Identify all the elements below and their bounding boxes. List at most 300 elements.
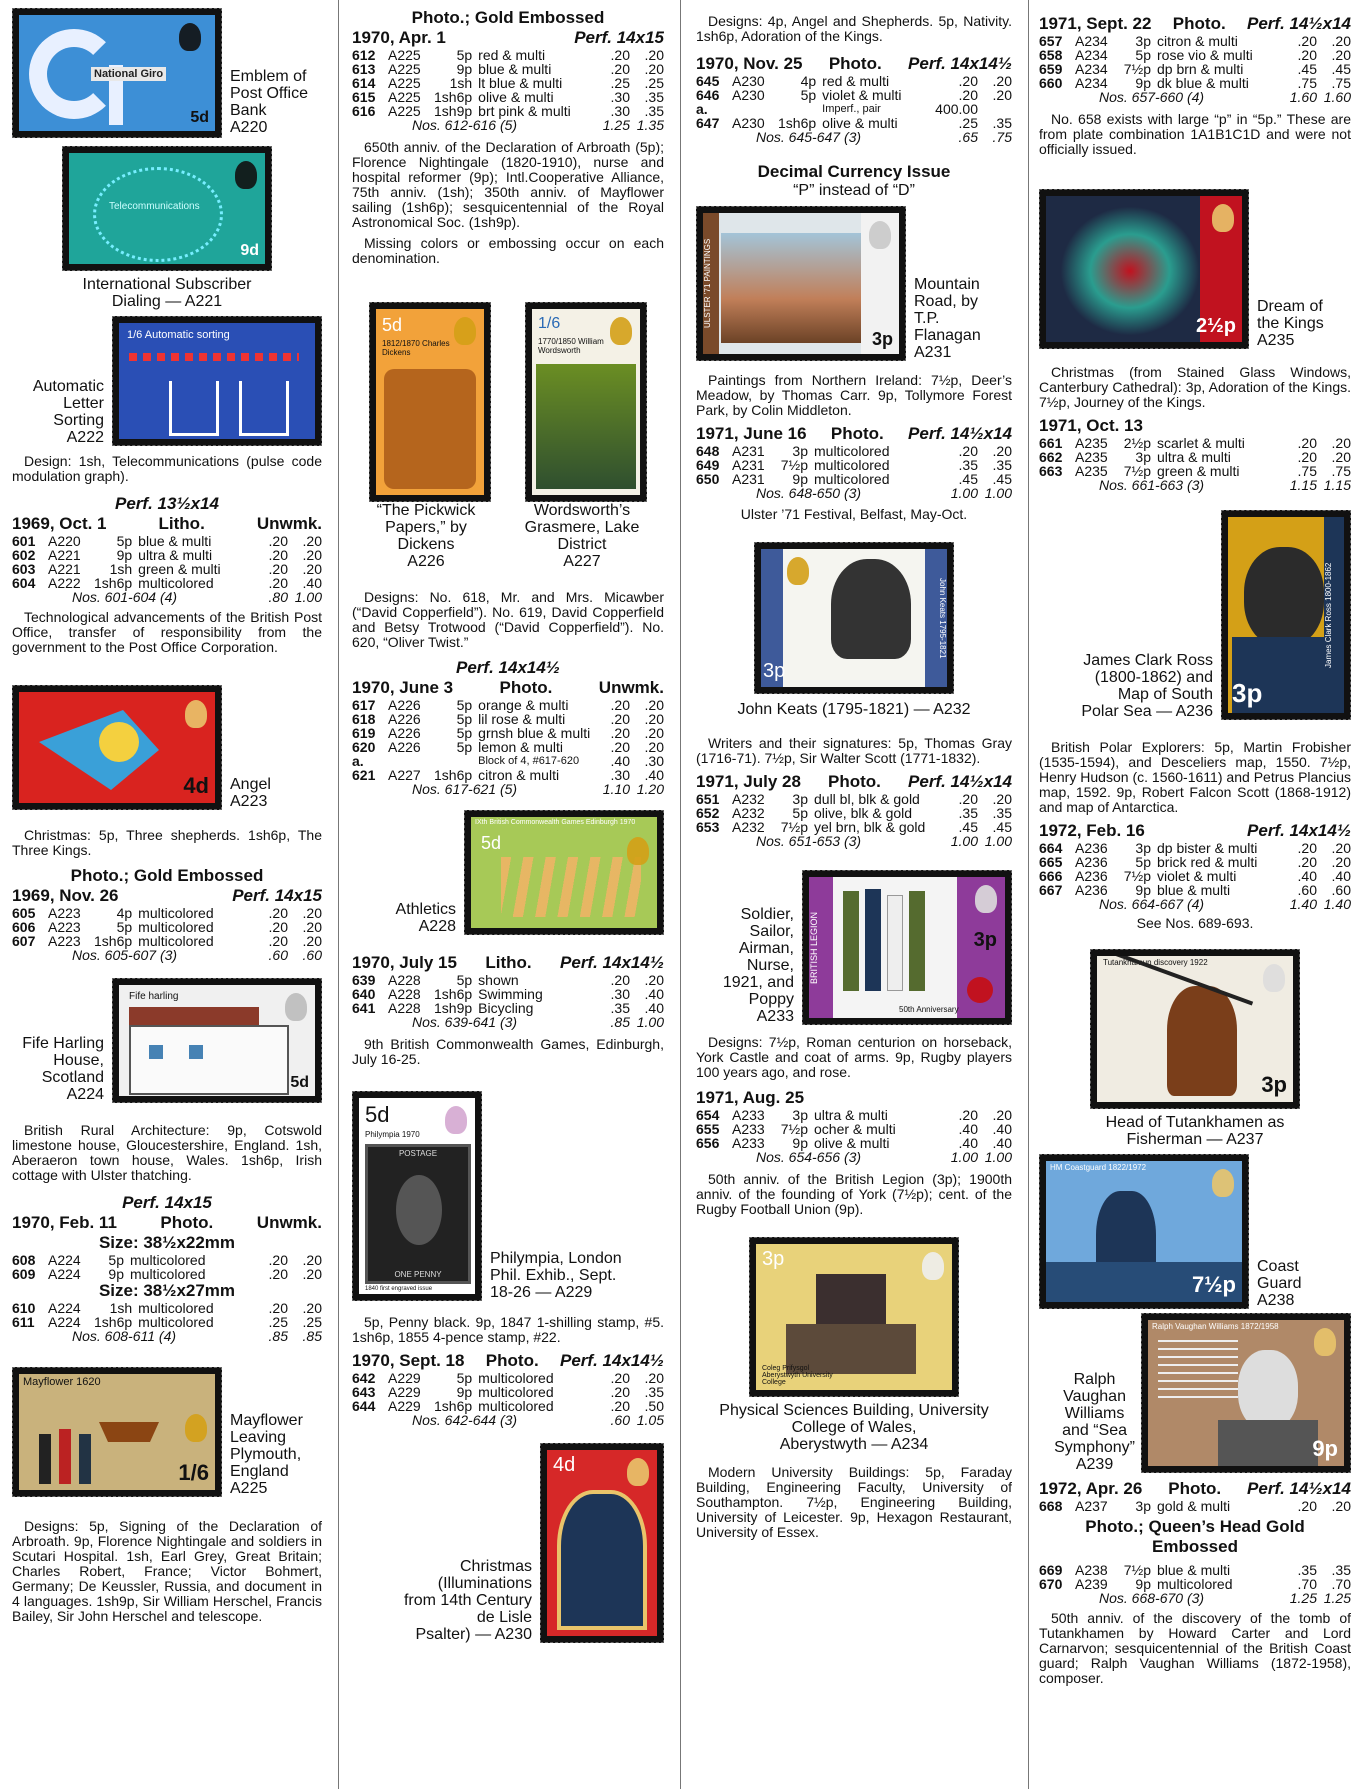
- color: multicolored: [130, 1266, 206, 1282]
- price-used: .25: [302, 1314, 322, 1330]
- denomination: 5p: [116, 919, 133, 935]
- stamp-a220-caption: [230, 68, 308, 136]
- color: olive & multi: [814, 1135, 890, 1151]
- queen-head-icon: [869, 221, 891, 249]
- stamp-text: 1770/1850 William Wordsworth: [538, 337, 604, 355]
- type: A225: [388, 89, 421, 105]
- color: citron & multi: [478, 767, 560, 783]
- stamp-value: 3p: [871, 329, 893, 349]
- table-row-total: [696, 834, 1012, 848]
- price-unused: .20: [1297, 435, 1317, 451]
- price-unused: .75: [1297, 463, 1317, 479]
- table-row: [1039, 869, 1351, 883]
- color: lt blue & multi: [478, 75, 563, 91]
- type: A232: [732, 791, 765, 807]
- stamp-a222-image: [112, 316, 322, 446]
- table-row: [696, 88, 1012, 102]
- price-used: .40: [644, 986, 664, 1002]
- table-row: [696, 1136, 1012, 1150]
- caption-line: Mountain: [914, 276, 980, 293]
- stamp-a225-image: [12, 1367, 222, 1497]
- catalog-number: 651: [696, 791, 720, 807]
- price-unused: .35: [610, 1000, 630, 1016]
- design-note: British Rural Architecture: 9p, Cotswold limestone house, Gloucestershire, England. 1sh, Aberaeron town house, Wales. 1sh6p, Irish cottage with Ulster thatching.: [12, 1122, 322, 1183]
- color: citron & multi: [1157, 33, 1238, 49]
- table-row-total: [1039, 1591, 1351, 1605]
- stamp-value: 3p: [763, 660, 786, 682]
- design-note: Designs: No. 618, Mr. and Mrs. Micawber (“David Copperfield”). No. 619, David Copperfield and Betsy Trotwood (“David Copperfield”). No. 620, “Oliver Twist.”: [352, 589, 664, 650]
- price-unused: .20: [1297, 1498, 1317, 1514]
- stamp-a231-image: [696, 206, 906, 361]
- denomination: 3p: [792, 791, 808, 807]
- table-row: [1039, 464, 1351, 478]
- caption-line: Symphony”: [1054, 1439, 1135, 1456]
- color: multicolored: [138, 1314, 214, 1330]
- total-unused: 1.40: [1289, 896, 1317, 912]
- price-unused: .20: [610, 47, 630, 63]
- price-used: .20: [644, 711, 664, 727]
- stamp-value: 5d: [190, 109, 209, 126]
- issue-date: 1969, Oct. 1: [12, 514, 107, 533]
- catalog-number: 618: [352, 711, 376, 727]
- column-separator: [338, 0, 339, 1789]
- table-row: [352, 712, 664, 726]
- denomination: 7½p: [1123, 61, 1151, 77]
- issue-note: No. 658 exists with large “p” in “5p.” These are from plate combination 1A1B1C1D and were not officially issued.: [1039, 111, 1351, 157]
- denomination: 2½p: [1123, 435, 1151, 451]
- caption-line: Polar Sea — A236: [1081, 703, 1213, 720]
- color: violet & multi: [822, 87, 902, 103]
- caption-line: from 14th Century: [403, 1592, 532, 1609]
- stamp-text: BRITISH LEGION: [809, 877, 833, 1018]
- stamp-a224-caption: [12, 1035, 104, 1103]
- caption-line: Nurse,: [746, 957, 794, 974]
- print-method: Photo.: [499, 678, 553, 697]
- price-used: .25: [644, 75, 664, 91]
- table-row: [352, 1001, 664, 1015]
- table-row: [1039, 841, 1351, 855]
- caption-line: Bank: [230, 102, 267, 119]
- type: A238: [1075, 1562, 1108, 1578]
- total-used: 1.00: [984, 1149, 1012, 1165]
- total-unused: 1.00: [950, 1149, 978, 1165]
- caption-line: England: [230, 1463, 289, 1480]
- catalog-number: a.: [352, 753, 364, 769]
- column-2: [352, 8, 664, 1783]
- stamp-list: [12, 1301, 322, 1343]
- price-used: .20: [644, 697, 664, 713]
- stamp-a239-caption: [1054, 1371, 1135, 1473]
- color: Swimming: [478, 986, 543, 1002]
- stamp-a228-image: [464, 810, 664, 935]
- total-used: .75: [992, 129, 1012, 145]
- caption-line: Phil. Exhib., Sept.: [490, 1267, 617, 1284]
- table-row: [12, 1315, 322, 1329]
- table-row-total: [12, 1329, 322, 1343]
- color: multicolored: [138, 933, 214, 949]
- price-unused: .20: [610, 61, 630, 77]
- table-row: [1039, 1563, 1351, 1577]
- catalog-number: 659: [1039, 61, 1063, 77]
- table-row-total: [1039, 90, 1351, 104]
- type: A228: [388, 986, 421, 1002]
- color: grnsh blue & multi: [478, 725, 591, 741]
- type: A227: [388, 767, 421, 783]
- stamp-list: [352, 698, 664, 796]
- stamp-text: Ralph Vaughan Williams 1872/1958: [1152, 1322, 1279, 1331]
- price-used: .20: [1331, 47, 1351, 63]
- table-row: [696, 444, 1012, 458]
- denomination: 3p: [792, 443, 808, 459]
- stamp-a227-caption: [525, 502, 640, 570]
- table-row: [1039, 76, 1351, 90]
- stamp-text: James Clark Ross 1800-1862: [1324, 517, 1344, 713]
- stamp-value: 5d: [365, 1102, 390, 1127]
- color: lil rose & multi: [478, 711, 566, 727]
- print-method: Photo.: [1172, 14, 1226, 33]
- denomination: 4p: [800, 73, 817, 89]
- type: A235: [1075, 435, 1108, 451]
- caption-line: Philympia, London: [490, 1250, 622, 1267]
- catalog-number: 639: [352, 972, 376, 988]
- price-used: .40: [992, 1135, 1012, 1151]
- color: dp bister & multi: [1157, 840, 1258, 856]
- stamp-text: Coleg Prifysgol Aberystwyth University College: [762, 1365, 833, 1386]
- denomination: 9p: [108, 1266, 124, 1282]
- column-separator: [680, 0, 681, 1789]
- caption-line: Dickens: [397, 536, 455, 553]
- stamp-text: 1812/1870 Charles Dickens: [382, 339, 450, 357]
- perforation: Perf. 14½x14: [908, 424, 1012, 443]
- issue-date: 1971, Oct. 13: [1039, 416, 1143, 435]
- price-unused: .25: [268, 1314, 288, 1330]
- queen-head-icon: [185, 700, 207, 728]
- price-unused: .20: [268, 919, 288, 935]
- caption-line: A223: [230, 793, 268, 810]
- price-used: .20: [1331, 854, 1351, 870]
- caption-line: Airman,: [738, 940, 794, 957]
- color: Block of 4, #617-620: [478, 755, 580, 767]
- denomination: 1sh: [109, 1300, 133, 1316]
- type: A233: [732, 1107, 765, 1123]
- table-row: [1039, 1577, 1351, 1591]
- queen-head-icon: [627, 1458, 649, 1486]
- caption-line: Aberystwyth — A234: [779, 1436, 929, 1453]
- caption-line: Dialing — A221: [111, 293, 223, 310]
- type: A224: [48, 1252, 81, 1268]
- type: A224: [48, 1266, 81, 1282]
- catalog-number: 621: [352, 767, 376, 783]
- total-used: .60: [302, 947, 322, 963]
- price-used: .35: [644, 1384, 664, 1400]
- stamp-value: 4d: [553, 1454, 576, 1476]
- color: blue & multi: [1157, 882, 1231, 898]
- price-used: .70: [1331, 1576, 1351, 1592]
- caption-line: Mayflower: [230, 1412, 303, 1429]
- issue-date: 1969, Nov. 26: [12, 886, 119, 905]
- denomination: 9p: [792, 1135, 808, 1151]
- denomination: 5p: [456, 711, 473, 727]
- stamp-list: [696, 1108, 1012, 1164]
- type: A230: [732, 87, 765, 103]
- stamp-a234-caption: [696, 1402, 1012, 1453]
- caption-line: Leaving: [230, 1429, 287, 1446]
- table-row-total: [352, 1413, 664, 1427]
- price-unused: .20: [958, 791, 978, 807]
- catalog-number: 612: [352, 47, 376, 63]
- catalog-number: 662: [1039, 449, 1063, 465]
- denomination: 1sh9p: [434, 103, 473, 119]
- stamp-a236-image: [1221, 510, 1351, 720]
- price-unused: .40: [1297, 868, 1317, 884]
- catalog-number: 661: [1039, 435, 1063, 451]
- table-row: [352, 768, 664, 782]
- caption-line: Fife Harling: [22, 1035, 104, 1052]
- print-method: Photo.: [485, 1351, 539, 1370]
- total-unused: 1.25: [1289, 1590, 1317, 1606]
- denomination: 7½p: [1123, 463, 1151, 479]
- caption-line: Psalter) — A230: [415, 1626, 532, 1643]
- color: Imperf., pair: [822, 103, 881, 115]
- issue-date: 1971, July 28: [696, 772, 801, 791]
- type: A234: [1075, 61, 1108, 77]
- total-unused: 1.60: [1289, 89, 1317, 105]
- type: A234: [1075, 47, 1108, 63]
- caption-line: International Subscriber: [82, 276, 252, 293]
- color: multicolored: [814, 471, 890, 487]
- price-unused: .20: [268, 905, 288, 921]
- section-title: Photo.; Gold Embossed: [70, 866, 264, 885]
- color: multicolored: [138, 905, 214, 921]
- price-unused: .35: [1297, 1562, 1317, 1578]
- type: A232: [732, 805, 765, 821]
- table-row: [12, 1301, 322, 1315]
- caption-line: House,: [53, 1052, 104, 1069]
- caption-line: Vaughan: [1063, 1388, 1126, 1405]
- stamp-a232-caption: John Keats (1795-1821) — A232: [737, 701, 971, 718]
- perforation: Perf. 14x14½: [560, 953, 664, 972]
- type: A236: [1075, 868, 1108, 884]
- caption-line: A225: [230, 1480, 268, 1497]
- denomination: 1sh6p: [778, 115, 817, 131]
- table-row: [696, 806, 1012, 820]
- type: A228: [388, 972, 421, 988]
- catalog-number: 607: [12, 933, 36, 949]
- price-used: .45: [992, 819, 1012, 835]
- denomination: 3p: [1135, 449, 1151, 465]
- table-row: [352, 1371, 664, 1385]
- catalog-number: 649: [696, 457, 720, 473]
- catalog-number: 619: [352, 725, 376, 741]
- color: rose vio & multi: [1157, 47, 1253, 63]
- table-row: [12, 906, 322, 920]
- watermark: Unwmk.: [256, 514, 322, 533]
- catalog-number: 648: [696, 443, 720, 459]
- stamp-value: 5d: [382, 315, 403, 335]
- price-used: .20: [644, 739, 664, 755]
- issue-date: 1970, July 15: [352, 953, 457, 972]
- queen-head-icon: [1212, 204, 1234, 232]
- type: A229: [388, 1398, 421, 1414]
- caption-line: 18-26 — A229: [490, 1284, 593, 1301]
- denomination: 5p: [456, 1370, 473, 1386]
- price-used: .20: [302, 1252, 322, 1268]
- stamp-list: [12, 906, 322, 962]
- design-note: 5p, Penny black. 9p, 1847 1-shilling stamp, #5. 1sh6p, 1855 4-pence stamp, #22.: [352, 1314, 664, 1345]
- caption-line: Automatic: [32, 378, 104, 395]
- total-label: Nos. 651-653 (3): [756, 833, 862, 849]
- color: blue & multi: [1157, 1562, 1231, 1578]
- issue-date: 1970, Nov. 25: [696, 54, 803, 73]
- stamp-a238-image: [1039, 1154, 1249, 1309]
- caption-line: Flanagan: [914, 327, 981, 344]
- catalog-number: 616: [352, 103, 376, 119]
- caption-line: Sailor,: [749, 923, 794, 940]
- table-row: [696, 74, 1012, 88]
- price-unused: .20: [268, 575, 288, 591]
- type: A235: [1075, 463, 1108, 479]
- table-row: [12, 1267, 322, 1281]
- stamp-a233-image: [802, 870, 1012, 1025]
- color: olive & multi: [822, 115, 898, 131]
- table-row: [12, 534, 322, 548]
- size-heading: Size: 38½x27mm: [98, 1281, 236, 1300]
- stamp-a226-caption: [377, 502, 476, 570]
- price-unused: .35: [958, 805, 978, 821]
- size-heading: Size: 38½x22mm: [98, 1233, 236, 1252]
- denomination: 5p: [456, 972, 473, 988]
- caption-line: the Kings: [1257, 315, 1324, 332]
- queen-head-icon: [627, 837, 649, 865]
- stamp-text: ULSTER ’71 PAINTINGS: [703, 213, 719, 354]
- caption-line: (Illuminations: [437, 1575, 532, 1592]
- print-method: Photo.: [828, 54, 882, 73]
- denomination: 9p: [116, 547, 133, 563]
- catalog-number: 654: [696, 1107, 720, 1123]
- queen-head-icon: [445, 1106, 467, 1134]
- type: A235: [1075, 449, 1108, 465]
- catalog-number: 605: [12, 905, 36, 921]
- type: A229: [388, 1384, 421, 1400]
- total-label: Nos. 648-650 (3): [756, 485, 862, 501]
- stamp-list: [352, 48, 664, 132]
- caption-line: Coast: [1257, 1258, 1299, 1275]
- catalog-number: 608: [12, 1252, 36, 1268]
- price-unused: .20: [1297, 33, 1317, 49]
- total-used: 1.60: [1323, 89, 1351, 105]
- total-unused: 1.25: [602, 117, 630, 133]
- catalog-number: 645: [696, 73, 720, 89]
- queen-head-icon: [1212, 1169, 1234, 1197]
- caption-line: de Lisle: [476, 1609, 532, 1626]
- design-note: Designs: 4p, Angel and Shepherds. 5p, Nativity. 1sh6p, Adoration of the Kings.: [696, 13, 1012, 44]
- watermark: Unwmk.: [598, 678, 664, 697]
- stamp-list: [1039, 841, 1351, 911]
- table-row: [12, 920, 322, 934]
- section-title: Photo.; Queen’s Head Gold: [1085, 1517, 1305, 1536]
- price-used: .20: [1331, 1498, 1351, 1514]
- stamp-text: ONE PENNY: [394, 1270, 442, 1279]
- price-unused: .20: [268, 547, 288, 563]
- catalog-number: 647: [696, 115, 720, 131]
- stamp-value: 3p: [1261, 1072, 1287, 1097]
- price-used: .35: [992, 805, 1012, 821]
- section-title: Decimal Currency Issue: [757, 162, 951, 181]
- price-used: .20: [644, 725, 664, 741]
- perforation: Perf. 14x14½: [560, 1351, 664, 1370]
- total-label: Nos. 668-670 (3): [1099, 1590, 1205, 1606]
- price-used: .75: [1331, 463, 1351, 479]
- price-unused: .30: [610, 767, 630, 783]
- stamp-a232-image: [754, 542, 954, 694]
- queen-head-icon: [235, 161, 257, 189]
- stamp-value: 3p: [762, 1248, 785, 1270]
- stamp-a239-image: [1141, 1313, 1351, 1473]
- price-unused: .30: [610, 89, 630, 105]
- stamp-a223-caption: [230, 776, 271, 810]
- denomination: 5p: [456, 739, 473, 755]
- total-label: Nos. 601-604 (4): [72, 589, 178, 605]
- price-unused: .20: [958, 73, 978, 89]
- denomination: 7½p: [780, 819, 808, 835]
- price-used: .20: [302, 547, 322, 563]
- table-row-total: [1039, 897, 1351, 911]
- type: A221: [48, 561, 81, 577]
- stamp-value: 9p: [1312, 1436, 1338, 1461]
- table-row: [696, 1122, 1012, 1136]
- perforation: Perf. 14x14½: [908, 54, 1012, 73]
- catalog-number: 653: [696, 819, 720, 835]
- denomination: 5p: [800, 87, 817, 103]
- print-method: Photo.: [828, 772, 881, 791]
- price-unused: .20: [268, 1300, 288, 1316]
- stamp-text: Tutankhamun discovery 1922: [1103, 958, 1208, 967]
- catalog-number: 670: [1039, 1576, 1063, 1592]
- watermark: Unwmk.: [256, 1213, 322, 1232]
- caption-line: T.P.: [914, 310, 940, 327]
- type: A232: [732, 819, 765, 835]
- caption-line: Map of South: [1117, 686, 1213, 703]
- denomination: 1sh: [449, 75, 473, 91]
- table-row: [696, 102, 1012, 116]
- type: [388, 754, 434, 768]
- catalog-number: 615: [352, 89, 376, 105]
- type: A230: [732, 115, 765, 131]
- price-unused: .20: [268, 533, 288, 549]
- denomination: 1sh6p: [94, 933, 133, 949]
- queen-head-icon: [285, 993, 307, 1021]
- price-used: .20: [992, 791, 1012, 807]
- table-row: [1039, 883, 1351, 897]
- table-row: [352, 104, 664, 118]
- price-unused: .30: [610, 986, 630, 1002]
- caption-line: Ralph: [1073, 1371, 1116, 1388]
- price-used: .20: [302, 905, 322, 921]
- color: violet & multi: [1157, 868, 1237, 884]
- stamp-a223-image: [12, 685, 222, 810]
- color: multicolored: [478, 1370, 554, 1386]
- stamp-list: [352, 973, 664, 1029]
- price-unused: 400.00: [935, 101, 978, 117]
- caption-line: Grasmere, Lake: [524, 519, 640, 536]
- color: multicolored: [478, 1384, 554, 1400]
- issue-note: Ulster ’71 Festival, Belfast, May-Oct.: [740, 506, 968, 522]
- table-row: [12, 562, 322, 576]
- catalog-number: 617: [352, 697, 376, 713]
- color: multicolored: [138, 919, 214, 935]
- denomination: [778, 102, 816, 116]
- perforation: Perf. 14½x14: [1247, 1479, 1351, 1498]
